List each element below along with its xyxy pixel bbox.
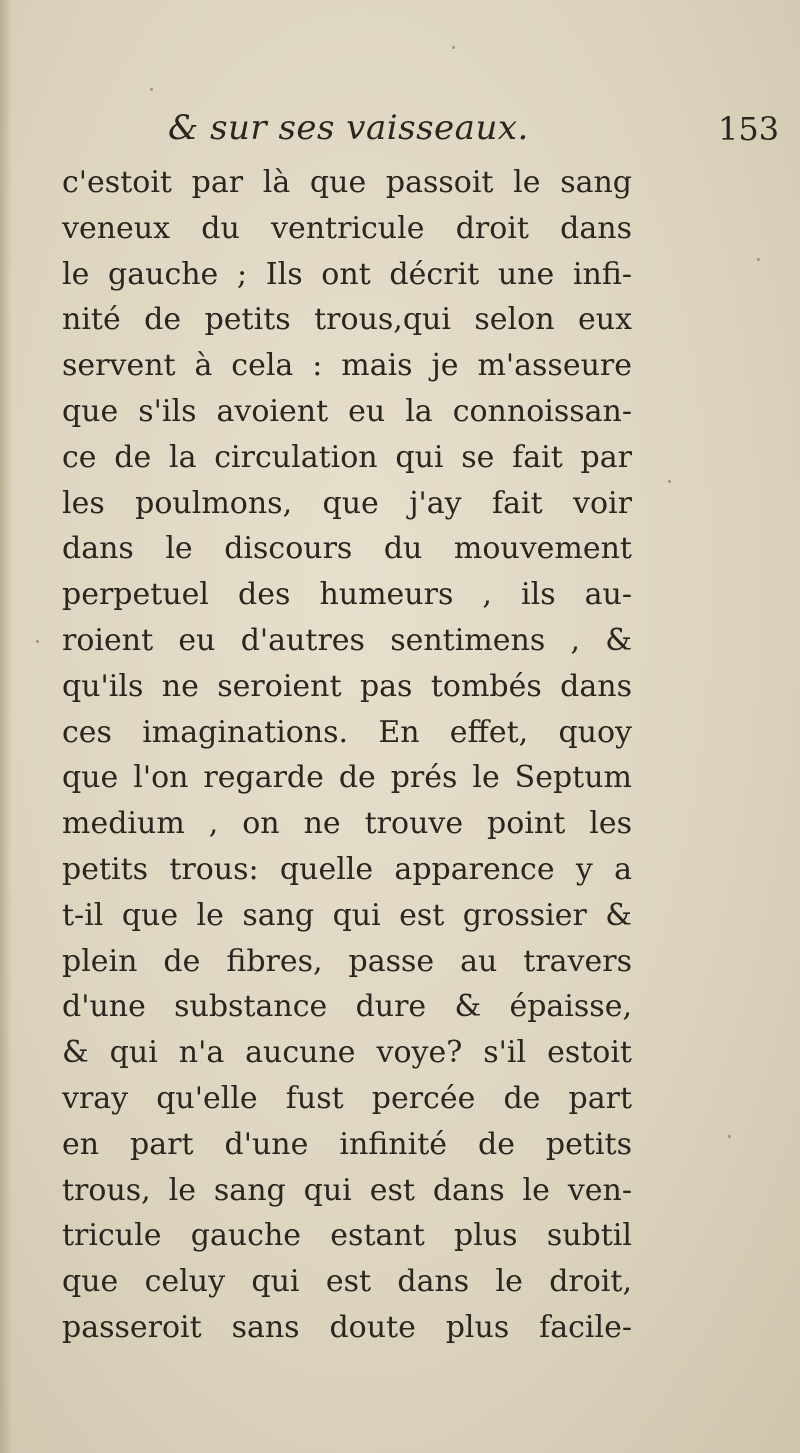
text-line: le gauche ; Ils ont décrit une infi-	[62, 256, 632, 292]
text-line: & qui n'a aucune voye? s'il estoit	[62, 1035, 632, 1071]
paper-speck	[452, 46, 455, 49]
body-text	[62, 160, 632, 1351]
text-line: t-il que le sang qui est grossier &	[62, 897, 632, 933]
text-line: c'estoit par là que passoit le sang	[62, 165, 632, 200]
text-line: passeroit sans doute plus facile-	[62, 1309, 632, 1345]
text-line: dans le discours du mouvement	[62, 531, 632, 567]
paper-speck	[728, 1135, 731, 1138]
paper-speck	[757, 258, 760, 261]
text-line: que celuy qui est dans le droit,	[62, 1264, 632, 1300]
text-line: d'une substance dure & épaisse,	[62, 989, 632, 1025]
paper-speck	[668, 480, 671, 483]
text-line: qu'ils ne seroient pas tombés dans	[62, 668, 632, 704]
text-line: petits trous: quelle apparence y a	[62, 851, 632, 887]
text-line: ce de la circulation qui se fait par	[62, 439, 632, 475]
text-line: que l'on regarde de prés le Septum	[62, 760, 632, 796]
text-line: veneux du ventricule droit dans	[62, 210, 632, 246]
text-line: servent à cela : mais je m'asseure	[62, 348, 632, 384]
page-number: 153	[718, 110, 780, 148]
text-line: les poulmons, que j'ay fait voir	[62, 485, 632, 521]
paper-speck	[150, 88, 153, 91]
running-title: & sur ses vaisseaux.	[168, 108, 529, 148]
text-line: que s'ils avoient eu la connoissan-	[62, 393, 632, 429]
text-line: roient eu d'autres sentimens , &	[62, 622, 632, 658]
text-line: plein de fibres, passe au travers	[62, 943, 632, 979]
text-line: en part d'une infinité de petits	[62, 1126, 632, 1162]
text-line: medium , on ne trouve point les	[62, 806, 632, 842]
text-line: nité de petits trous,qui selon eux	[62, 302, 632, 338]
page-gutter-shadow	[0, 0, 12, 1453]
page-header	[0, 100, 800, 160]
text-line: ces imaginations. En effet, quoy	[62, 714, 632, 750]
text-line: tricule gauche estant plus subtil	[62, 1218, 632, 1254]
text-line: vray qu'elle fust percée de part	[62, 1080, 632, 1116]
paper-speck	[36, 640, 39, 643]
text-line: trous, le sang qui est dans le ven-	[62, 1172, 632, 1208]
text-line: perpetuel des humeurs , ils au-	[62, 577, 632, 613]
